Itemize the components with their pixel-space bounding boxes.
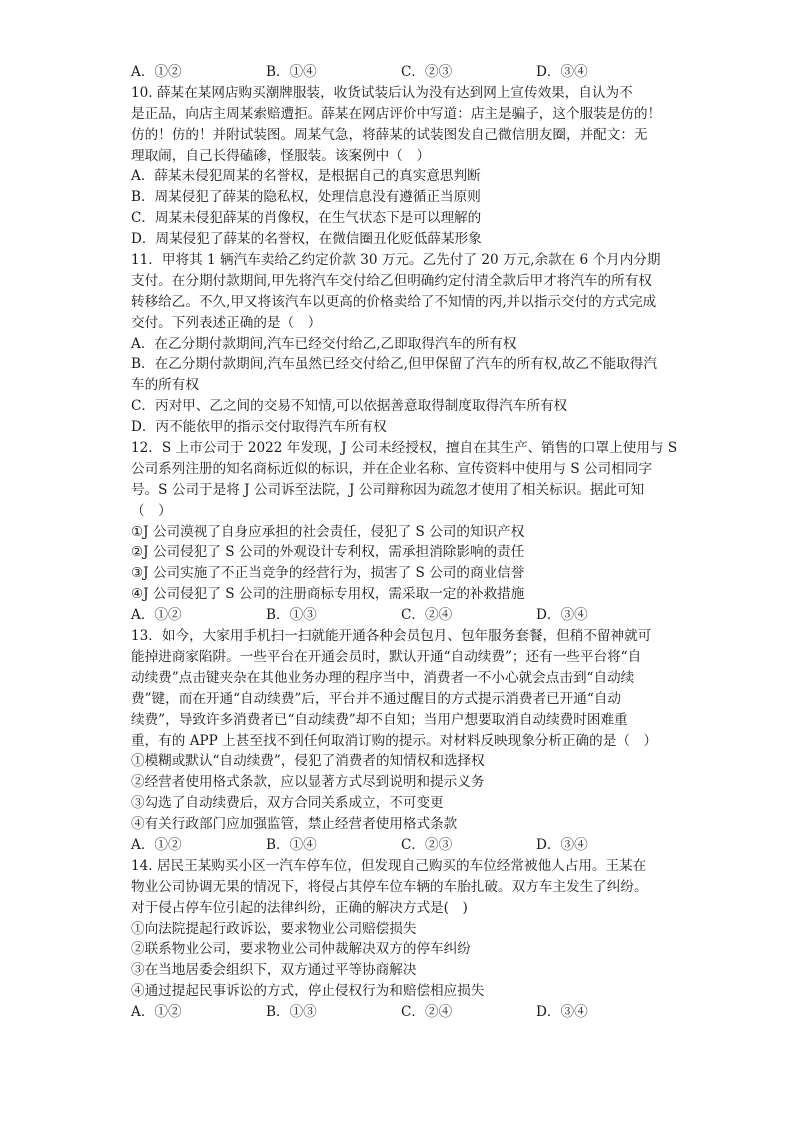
statement-3: ③J 公司实施了不正当竞争的经营行为，损害了 S 公司的商业信誉 xyxy=(131,565,525,582)
statement-2: ②经营者使用格式条款，应以显著方式尽到说明和提示义务 xyxy=(131,774,485,791)
option-b: B．①③ xyxy=(266,607,317,624)
question-stem-line: 续费”，导致许多消费者已“自动续费”却不自知；当用户想要取消自动续费时困难重 xyxy=(131,711,628,728)
option-c: C．②③ xyxy=(401,64,453,80)
option-d: D．③④ xyxy=(536,607,588,624)
statement-3: ③在当地居委会组织下，双方通过平等协商解决 xyxy=(131,962,417,979)
choice-a: A．薛某未侵犯周某的名誉权，是根据自己的真实意思判断 xyxy=(131,168,481,185)
question-12 xyxy=(131,438,678,626)
option-c: C．②④ xyxy=(401,607,453,624)
option-b: B．①③ xyxy=(266,1004,317,1021)
q12-options xyxy=(131,605,671,626)
q14-options xyxy=(131,1002,671,1023)
question-stem-line: 14. 居民王某购买小区一汽车停车位，但发现自己购买的车位经常被他人占用。王某在 xyxy=(131,857,647,874)
choice-b: B．周某侵犯了薛某的隐私权，处理信息没有遵循正当原则 xyxy=(131,189,481,206)
statement-1: ①模糊或默认“自动续费”，侵犯了消费者的知情权和选择权 xyxy=(131,753,485,770)
question-stem-line: 费”键，而在开通“自动续费”后，平台并不通过醒目的方式提示消费者已开通“自动 xyxy=(131,690,621,707)
statement-2: ②联系物业公司，要求物业公司仲裁解决双方的停车纠纷 xyxy=(131,941,471,958)
option-c: C．②③ xyxy=(401,836,453,853)
option-c: C．②④ xyxy=(401,1004,453,1021)
statement-1: ①向法院提起行政诉讼，要求物业公司赔偿损失 xyxy=(131,920,417,937)
question-stem-line: 交付。下列表述正确的是（ ） xyxy=(131,314,322,331)
question-14 xyxy=(131,856,671,1023)
question-stem-line: 仿的！仿的！并附试装图。周某气急，将薛某的试装图发自己微信朋友圈，并配文：无 xyxy=(131,126,648,143)
q13-options xyxy=(131,835,671,856)
question-10 xyxy=(131,83,671,250)
q9-options xyxy=(131,62,671,83)
question-stem-line: 转移给乙。不久,甲又将该汽车以更高的价格卖给了不知情的丙,并以指示交付的方式完成 xyxy=(131,293,657,310)
choice-c: C．周某未侵犯薛某的肖像权，在生气状态下是可以理解的 xyxy=(131,210,482,227)
question-13 xyxy=(131,626,671,856)
question-11 xyxy=(131,250,671,438)
option-a: A．①② xyxy=(131,64,182,80)
option-d: D．③④ xyxy=(536,836,588,853)
question-stem-line: 11．甲将其 1 辆汽车卖给乙约定价款 30 万元。乙先付了 20 万元,余款在 6 个月内分期 xyxy=(131,252,661,269)
choice-d: D．周某侵犯了薛某的名誉权，在微信圈丑化贬低薛某形象 xyxy=(131,231,482,248)
choice-a: A．在乙分期付款期间,汽车已经交付给乙,乙即取得汽车的所有权 xyxy=(131,335,517,352)
option-a: A．①② xyxy=(131,1004,182,1021)
question-stem-line: 能掉进商家陷阱。一些平台在开通会员时，默认开通“自动续费”；还有一些平台将“自 xyxy=(131,648,642,665)
question-stem-line: 10. 薛某在某网店购买潮牌服装，收货试装后认为没有达到网上宣传效果，自认为不 xyxy=(131,84,633,101)
option-a: A．①② xyxy=(131,836,182,853)
question-stem-line: 号。S 公司于是将 J 公司诉至法院，J 公司辩称因为疏忽才使用了相关标识。据此可知 xyxy=(131,481,645,498)
exam-content xyxy=(131,62,678,1023)
option-a: A．①② xyxy=(131,607,182,624)
question-stem-line: 对于侵占停车位引起的法律纠纷，正确的解决方式是( ) xyxy=(131,899,468,916)
statement-2: ②J 公司侵犯了 S 公司的外观设计专利权，需承担消除影响的责任 xyxy=(131,544,525,561)
option-b: B．①④ xyxy=(266,64,317,80)
option-d: D．③④ xyxy=(536,64,588,80)
question-stem-line: 支付。在分期付款期间,甲先将汽车交付给乙但明确约定付清全款后甲才将汽车的所有权 xyxy=(131,272,652,289)
choice-d: D．丙不能依甲的指示交付取得汽车所有权 xyxy=(131,419,387,436)
question-stem-line: （ ） xyxy=(131,502,172,519)
statement-4: ④有关行政部门应加强监管，禁止经营者使用格式条款 xyxy=(131,816,458,833)
option-b: B．①④ xyxy=(266,836,317,853)
statement-1: ①J 公司漠视了自身应承担的社会责任，侵犯了 S 公司的知识产权 xyxy=(131,523,525,540)
question-stem-line: 13．如今，大家用手机扫一扫就能开通各种会员包月、包年服务套餐，但稍不留神就可 xyxy=(131,628,652,645)
question-stem-line: 公司系列注册的知名商标近似的标识，并在企业名称、宣传资料中使用与 S 公司相同字 xyxy=(131,460,652,477)
question-stem-line: 物业公司协调无果的情况下，将侵占其停车位车辆的车胎扎破。双方车主发生了纠纷。 xyxy=(131,878,648,895)
question-stem-line: 是正品，向店主周某索赔遭拒。薛某在网店评价中写道：店主是骗子，这个服装是仿的！ xyxy=(131,105,662,122)
statement-4: ④通过提起民事诉讼的方式，停止侵权行为和赔偿相应损失 xyxy=(131,983,485,1000)
statement-4: ④J 公司侵犯了 S 公司的注册商标专用权，需采取一定的补救措施 xyxy=(131,586,525,603)
statement-3: ③勾选了自动续费后，双方合同关系成立，不可变更 xyxy=(131,795,444,812)
question-stem-line: 12．S 上市公司于 2022 年发现，J 公司未经授权，擅自在其生产、销售的口罩上使用与 S xyxy=(131,440,678,457)
question-stem-line: 理取闹，自己长得磕碜，怪服装。该案例中（ ） xyxy=(131,147,431,164)
question-stem-line: 重，有的 APP 上甚至找不到任何取消订购的提示。对材料反映现象分析正确的是（ ） xyxy=(131,732,658,749)
option-d: D．③④ xyxy=(536,1004,588,1021)
choice-b-continued: 车的所有权 xyxy=(131,377,199,394)
choice-c: C．丙对甲、乙之间的交易不知情,可以依据善意取得制度取得汽车所有权 xyxy=(131,398,568,415)
question-stem-line: 动续费”点击键夹杂在其他业务办理的程序当中，消费者一不小心就会点击到“自动续 xyxy=(131,669,635,686)
choice-b: B．在乙分期付款期间,汽车虽然已经交付给乙,但甲保留了汽车的所有权,故乙不能取得汽 xyxy=(131,356,657,373)
